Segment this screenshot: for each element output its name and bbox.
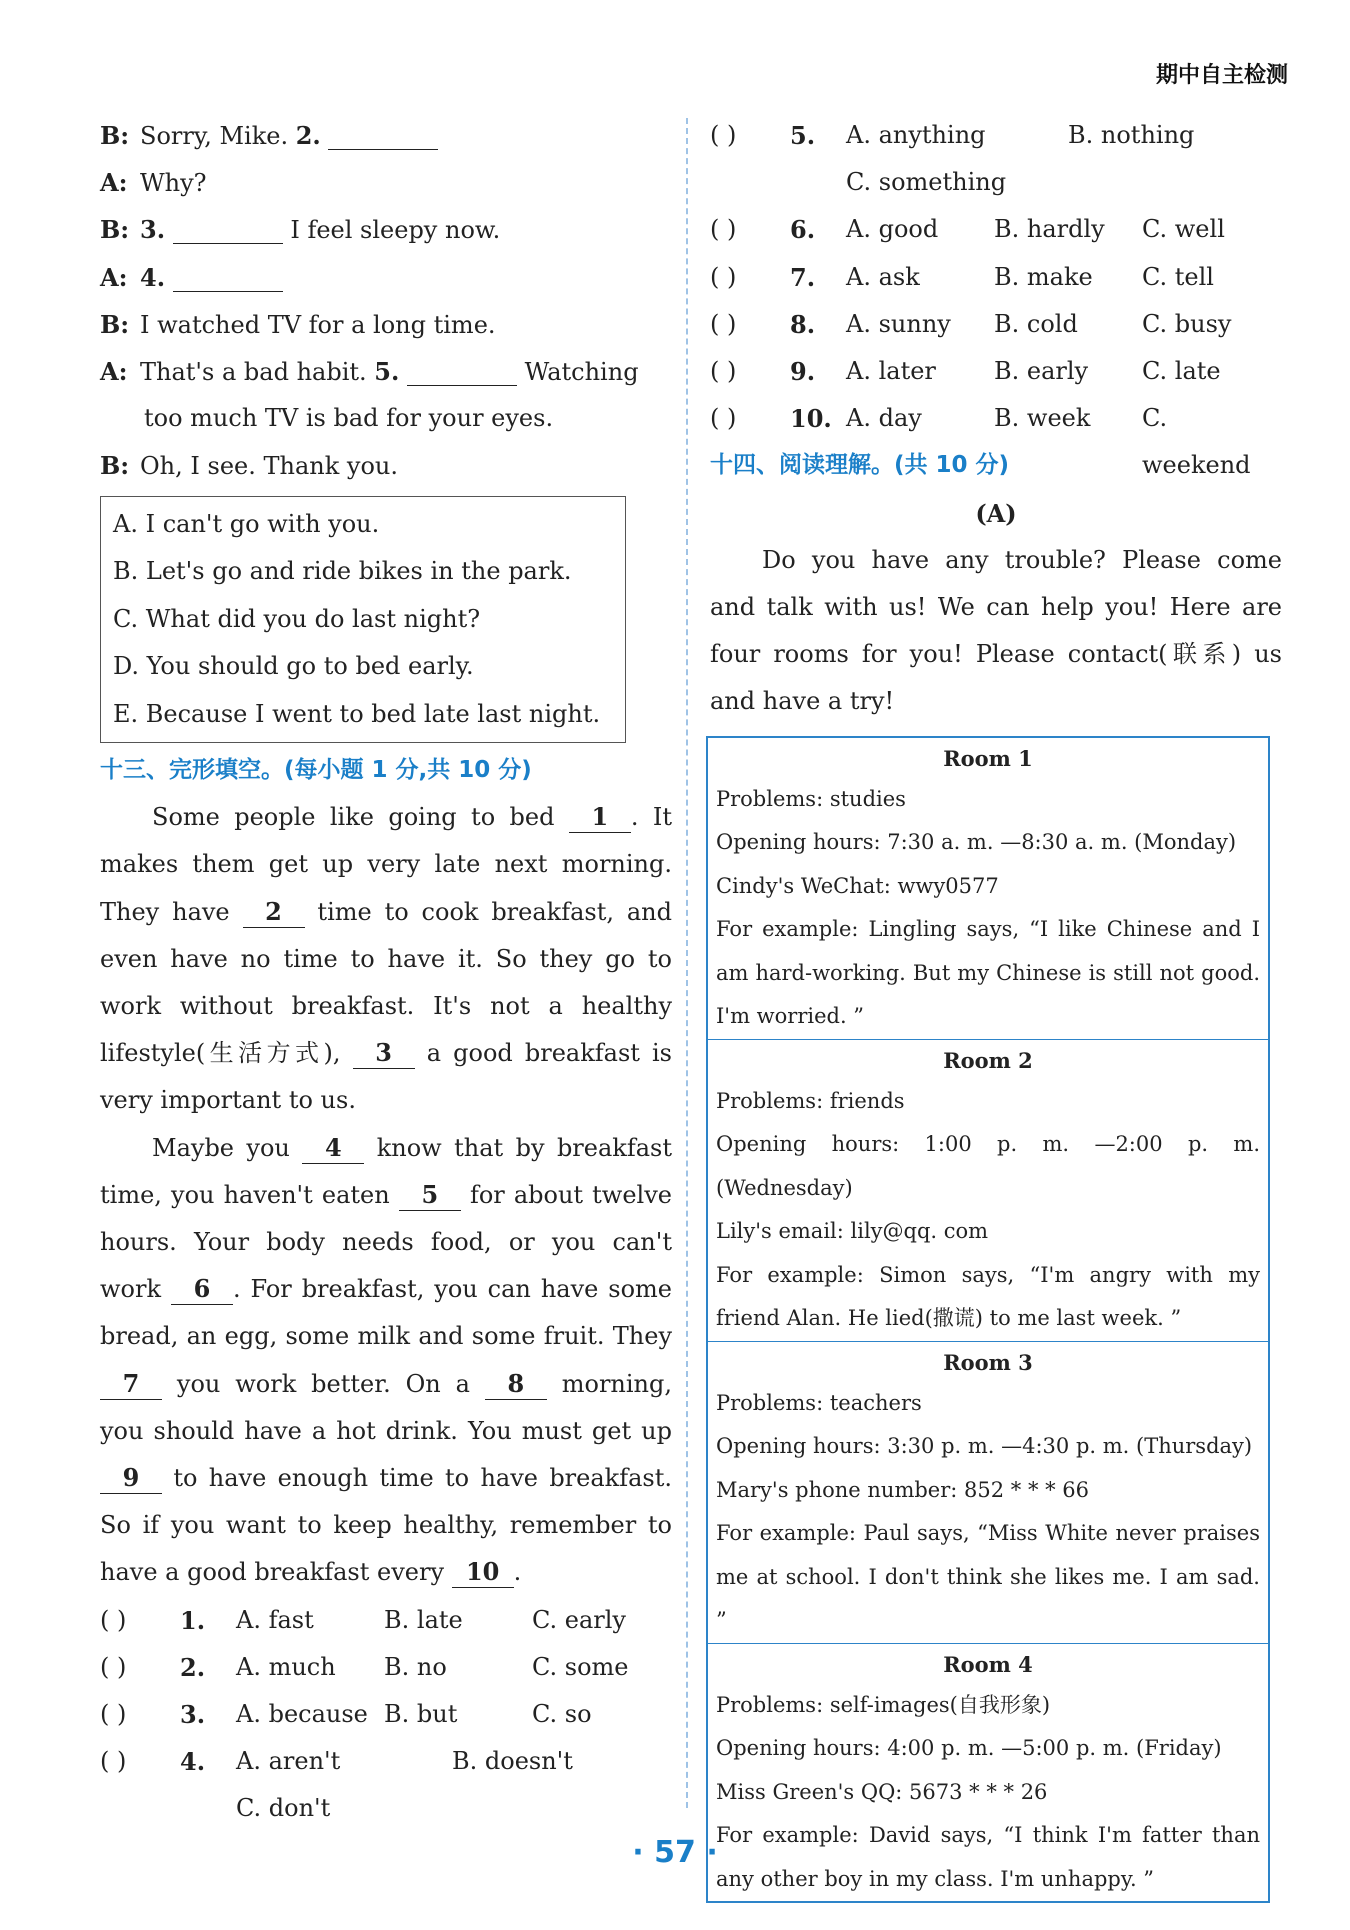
question-list-left	[100, 1597, 672, 1833]
room-title: Room 2	[943, 1047, 1033, 1073]
cloze-paragraph-1	[100, 794, 672, 1124]
cloze-text: time to cook breakfast, and even have no time to have it. So they go to work without breakfast. It's not a healthy lifestyle(生活方式),	[100, 897, 672, 1068]
cloze-blank[interactable]: 4	[302, 1133, 364, 1164]
question-row[interactable]: ( ) 9. A. later B. early C. late	[710, 356, 1221, 386]
option-item: A. I can't go with you.	[113, 509, 380, 538]
dialogue	[100, 112, 672, 490]
room-line: For example: Paul says, “Miss White never praises me at school. I don't think she likes me. I am sad. ”	[716, 1521, 1260, 1632]
cloze-paragraph-2	[100, 1125, 672, 1597]
section-13-title: 十三、完形填空。(每小题 1 分,共 10 分)	[100, 757, 532, 783]
answer-blank[interactable]	[173, 219, 283, 244]
question-row[interactable]: ( ) 10. A. day B. week C. weekend	[710, 404, 1251, 480]
dialogue-line	[100, 442, 672, 489]
room-card	[708, 1039, 1268, 1341]
options-box	[100, 496, 626, 744]
dialogue-text: I feel sleepy now.	[290, 216, 501, 245]
cloze-text: you work better. On a	[176, 1369, 470, 1398]
dialogue-line	[100, 206, 672, 253]
blank-number: 5.	[374, 356, 400, 386]
room-line: Cindy's WeChat: wwy0577	[716, 873, 999, 898]
cloze-text: morning, you should have a hot drink. You must get up	[100, 1369, 672, 1445]
room-line: Problems: teachers	[716, 1390, 922, 1415]
dialogue-text: Watching	[524, 357, 639, 386]
option-item: E. Because I went to bed late last night.	[113, 699, 601, 728]
room-card	[708, 738, 1268, 1039]
header-title: 期中自主检测	[1155, 63, 1288, 88]
blank-number: 4.	[140, 262, 166, 292]
section-14-title: 十四、阅读理解。(共 10 分)	[710, 452, 1010, 479]
answer-blank[interactable]	[328, 125, 438, 150]
answer-blank[interactable]	[173, 267, 283, 292]
option-item: D. You should go to bed early.	[113, 652, 474, 680]
room-line: Opening hours: 7:30 a. m. —8:30 a. m. (Monday)	[716, 830, 1237, 854]
cloze-text: Some people like going to bed	[152, 803, 555, 832]
question-row: C. something	[846, 168, 1007, 197]
option-item: B. Let's go and ride bikes in the park.	[113, 557, 572, 585]
speaker-label: B:	[100, 121, 130, 150]
room-line: Problems: friends	[716, 1088, 905, 1113]
room-line: Problems: self-images(自我形象)	[716, 1692, 1051, 1717]
blank-number: 3.	[140, 215, 166, 245]
question-row[interactable]: ( ) 7. A. ask B. make C. tell	[710, 262, 1214, 292]
question-row[interactable]: ( ) 6. A. good B. hardly C. well	[710, 215, 1225, 245]
cloze-blank[interactable]: 5	[399, 1180, 461, 1211]
dialogue-text: Sorry, Mike.	[140, 122, 289, 150]
cloze-text: to have enough time to have breakfast. So if you want to keep healthy, remember to have a good breakfast every	[100, 1464, 672, 1587]
cloze-blank[interactable]: 2	[243, 897, 305, 928]
dialogue-line	[100, 395, 672, 442]
cloze-blank[interactable]: 8	[485, 1369, 547, 1400]
speaker-label: B:	[100, 451, 130, 481]
dialogue-text: too much TV is bad for your eyes.	[144, 404, 554, 433]
right-column	[710, 112, 1282, 1903]
dialogue-text: I watched TV for a long time.	[140, 310, 496, 339]
dialogue-text: That's a bad habit.	[140, 357, 367, 386]
room-title: Room 4	[943, 1651, 1033, 1677]
page-number: · 57 ·	[632, 1835, 718, 1870]
room-line: For example: Simon says, “I'm angry with my friend Alan. He lied(撒谎) to me last week. ”	[716, 1262, 1260, 1330]
cloze-text: . For breakfast, you can have some bread, an egg, some milk and some fruit. They	[100, 1275, 672, 1351]
room-line: Opening hours: 4:00 p. m. —5:00 p. m. (Friday)	[716, 1736, 1222, 1760]
room-line: For example: David says, “I think I'm fatter than any other boy in my class. I'm unhappy. ”	[716, 1823, 1260, 1891]
column-divider	[686, 118, 688, 1808]
left-column	[100, 112, 672, 1833]
question-row[interactable]: ( ) 2. A. much B. no C. some	[100, 1652, 629, 1682]
cloze-blank[interactable]: 7	[100, 1369, 162, 1400]
speaker-label: B:	[100, 215, 130, 245]
passage-label: (A)	[975, 498, 1017, 528]
room-line: For example: Lingling says, “I like Chinese and I am hard-working. But my Chinese is still not good. I'm worried. ”	[716, 917, 1260, 1028]
room-title: Room 3	[943, 1349, 1033, 1375]
cloze-blank[interactable]: 1	[569, 802, 631, 833]
question-row[interactable]: ( ) 3. A. because B. but C. so	[100, 1700, 592, 1730]
speaker-label: A:	[100, 356, 128, 386]
dialogue-text: Why?	[140, 169, 207, 198]
option-item: C. What did you do last night?	[113, 604, 481, 633]
speaker-label: B:	[100, 309, 130, 339]
dialogue-line	[100, 348, 672, 395]
room-card	[708, 1341, 1268, 1643]
blank-number: 2.	[295, 121, 321, 150]
room-line: Miss Green's QQ: 5673 * * * 26	[716, 1779, 1048, 1804]
question-row[interactable]: ( ) 8. A. sunny B. cold C. busy	[710, 309, 1232, 339]
dialogue-line	[100, 112, 672, 159]
room-line: Opening hours: 1:00 p. m. —2:00 p. m. (Wednesday)	[716, 1132, 1260, 1200]
cloze-text: Maybe you	[152, 1133, 290, 1162]
question-row[interactable]: ( ) 4. A. aren't B. doesn't	[100, 1747, 573, 1777]
speaker-label: A:	[100, 168, 128, 198]
room-line: Problems: studies	[716, 786, 906, 811]
room-line: Mary's phone number: 852 * * * 66	[716, 1477, 1090, 1502]
speaker-label: A:	[100, 262, 128, 292]
cloze-text: know that by breakfast time, you haven't eaten	[100, 1133, 672, 1209]
cloze-text: for about twelve hours. Your body needs food, or you can't work	[100, 1180, 672, 1304]
room-title: Room 1	[943, 745, 1033, 771]
question-row[interactable]: ( ) 1. A. fast B. late C. early	[100, 1605, 626, 1635]
reading-intro-text: Do you have any trouble? Please come and talk with us! We can help you! Here are four rooms for you! Please contact(联系) us and have a try!	[710, 545, 1282, 716]
cloze-text: . It makes them get up very late next morning. They have	[100, 803, 672, 926]
dialogue-line	[100, 254, 672, 301]
cloze-blank[interactable]: 9	[100, 1463, 162, 1494]
cloze-text: a good breakfast is very important to us.	[100, 1039, 673, 1115]
dialogue-line	[100, 159, 672, 206]
cloze-text: .	[513, 1558, 522, 1587]
cloze-blank[interactable]: 3	[353, 1038, 415, 1069]
dialogue-text: Oh, I see. Thank you.	[140, 452, 398, 481]
reading-intro	[710, 537, 1282, 726]
dialogue-line	[100, 301, 672, 348]
room-line: Opening hours: 3:30 p. m. —4:30 p. m. (Thursday)	[716, 1434, 1253, 1458]
rooms-table	[706, 736, 1270, 1904]
room-line: Lily's email: lily@qq. com	[716, 1219, 989, 1243]
cloze-blank[interactable]: 6	[171, 1274, 233, 1305]
question-row: C. don't	[236, 1794, 331, 1823]
answer-blank[interactable]	[407, 361, 517, 386]
cloze-blank[interactable]: 10	[452, 1557, 514, 1588]
question-row[interactable]: ( ) 5. A. anything B. nothing	[710, 121, 1195, 150]
